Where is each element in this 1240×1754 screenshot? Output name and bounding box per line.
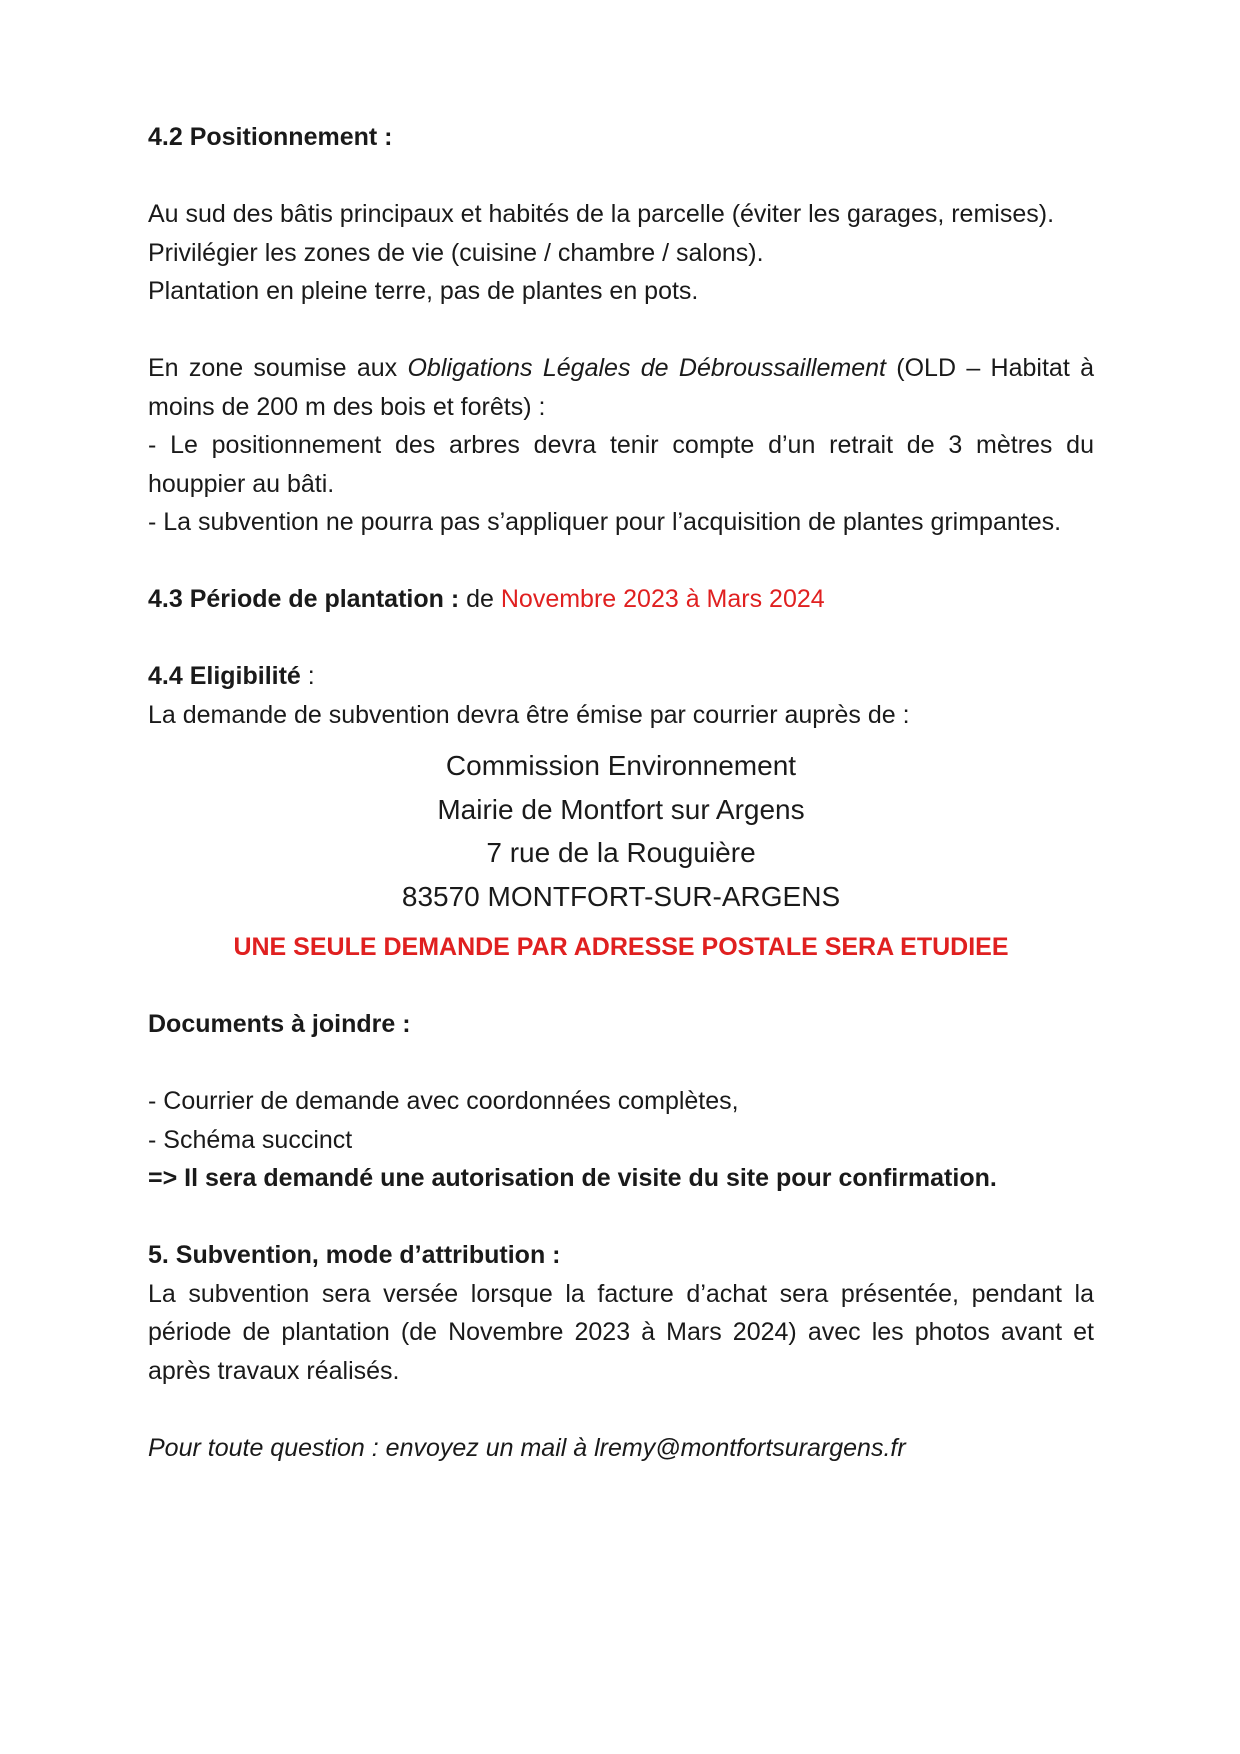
planting-period: Novembre 2023 à Mars 2024 — [500, 585, 825, 613]
old-prefix: En zone soumise aux — [148, 354, 408, 382]
section-4-4-line — [148, 657, 1094, 696]
section-4-3-heading: 4.3 Période de plantation : — [148, 585, 460, 613]
documents-heading: Documents à joindre : — [148, 1010, 411, 1038]
old-italic-term: Obligations Légales de Débroussaillement — [407, 354, 886, 382]
positioning-line-3: Plantation en pleine terre, pas de plantes en pots. — [148, 277, 699, 305]
old-bullet-climbing-plants: - La subvention ne pourra pas s’appliquer pour l’acquisition de plantes grimpantes. — [148, 508, 1062, 536]
section-4-3-de: de — [459, 585, 501, 613]
section-4-4-colon: : — [300, 662, 315, 690]
documents-item-1: - Courrier de demande avec coordonnées complètes, — [148, 1087, 739, 1115]
address-line-4: 83570 MONTFORT-SUR-ARGENS — [401, 880, 841, 912]
section-5-text: La subvention sera versée lorsque la facture d’achat sera présentée, pendant la période de plantation (de Novembre 2023 à Mars 2024) avec les photos avant et après travaux réalisés. — [148, 1279, 1094, 1385]
section-5-heading: 5. Subvention, mode d’attribution : — [148, 1241, 561, 1269]
address-line-2: Mairie de Montfort sur Argens — [437, 793, 805, 825]
contact-line: Pour toute question : envoyez un mail à lremy@montfortsurargens.fr — [148, 1433, 906, 1462]
positioning-line-1: Au sud des bâtis principaux et habités de la parcelle (éviter les garages, remises). — [148, 200, 1055, 228]
documents-note: => Il sera demandé une autorisation de visite du site pour confirmation. — [148, 1164, 997, 1192]
address-line-1: Commission Environnement — [445, 750, 797, 781]
eligibility-intro: La demande de subvention devra être émise par courrier auprès de : — [148, 700, 910, 729]
old-paragraph — [148, 349, 1094, 426]
single-request-notice: UNE SEULE DEMANDE PAR ADRESSE POSTALE SERA ETUDIEE — [233, 933, 1009, 961]
section-4-2-heading: 4.2 Positionnement : — [148, 123, 393, 151]
old-bullet-trees: - Le positionnement des arbres devra tenir compte d’un retrait de 3 mètres du houppier au bâti. — [148, 431, 1094, 498]
section-4-4-heading: 4.4 Eligibilité — [148, 662, 301, 690]
positioning-line-2: Privilégier les zones de vie (cuisine / chambre / salons). — [148, 238, 764, 267]
section-4-3-line — [148, 580, 1094, 619]
document-content — [148, 118, 1094, 1467]
old-suffix: (OLD – Habitat à moins de 200 m des bois et forêts) : — [148, 354, 1094, 421]
postal-address — [148, 744, 1094, 918]
address-line-3: 7 rue de la Rouguière — [486, 837, 756, 868]
documents-item-2: - Schéma succinct — [148, 1125, 353, 1154]
